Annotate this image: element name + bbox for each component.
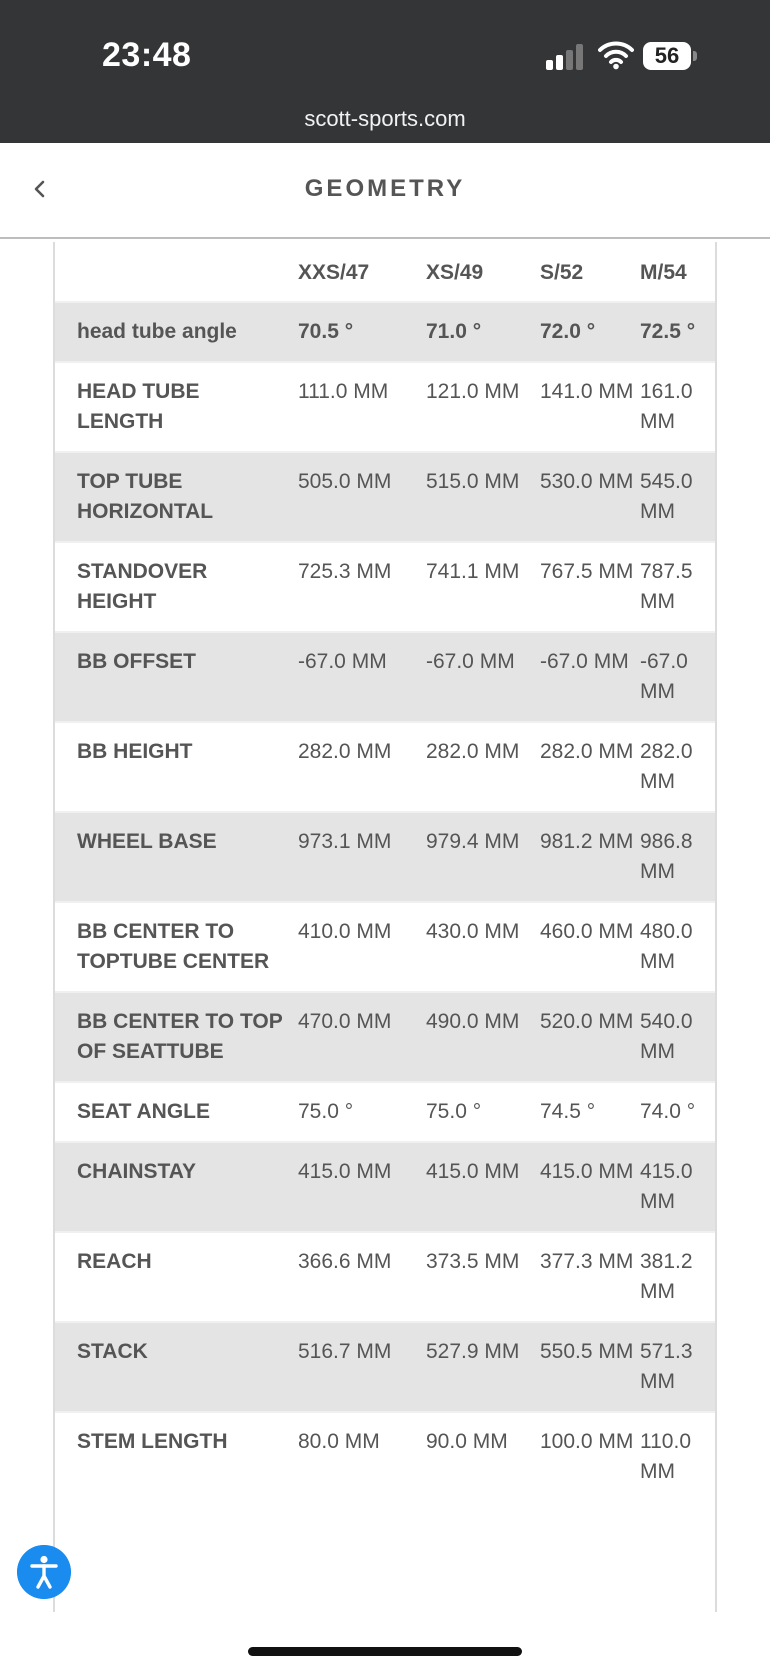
table-cell: 141.0 MM (540, 362, 640, 452)
table-cell: 490.0 MM (426, 992, 540, 1082)
table-cell: 282.0 MM (298, 722, 426, 812)
row-label: TOP TUBE HORIZONTAL (55, 452, 298, 542)
table-cell: -67.0 MM (540, 632, 640, 722)
table-cell: 373.5 MM (426, 1232, 540, 1322)
table-cell: 75.0 ° (426, 1082, 540, 1142)
row-label: STEM LENGTH (55, 1412, 298, 1501)
battery-level: 56 (643, 42, 691, 70)
table-cell: 121.0 MM (426, 362, 540, 452)
status-bar (0, 0, 770, 143)
url-label[interactable]: scott-sports.com (304, 106, 466, 131)
table-cell: 540.0 MM (640, 992, 715, 1082)
row-label: BB CENTER TO TOPTUBE CENTER (55, 902, 298, 992)
table-cell: 282.0 MM (640, 722, 715, 812)
table-cell: -67.0 MM (426, 632, 540, 722)
table-cell: 90.0 MM (426, 1412, 540, 1501)
row-label: SEAT ANGLE (55, 1082, 298, 1142)
table-cell: 111.0 MM (298, 362, 426, 452)
table-cell: 460.0 MM (540, 902, 640, 992)
table-cell: -67.0 MM (298, 632, 426, 722)
table-row (55, 542, 715, 632)
table-cell: 74.0 ° (640, 1082, 715, 1142)
row-label: REACH (55, 1232, 298, 1322)
table-row (55, 1322, 715, 1412)
table-cell: 571.3 MM (640, 1322, 715, 1412)
table-cell: 161.0 MM (640, 362, 715, 452)
column-header-size: S/52 (540, 242, 640, 302)
table-cell: 973.1 MM (298, 812, 426, 902)
column-header-size: XS/49 (426, 242, 540, 302)
table-cell: 986.8 MM (640, 812, 715, 902)
table-cell: 470.0 MM (298, 992, 426, 1082)
table-cell: 979.4 MM (426, 812, 540, 902)
column-header (55, 242, 298, 302)
table-row (55, 1412, 715, 1501)
page-title: GEOMETRY (304, 175, 466, 202)
status-time: 23:48 (102, 36, 192, 74)
table-cell: 75.0 ° (298, 1082, 426, 1142)
table-cell: 74.5 ° (540, 1082, 640, 1142)
table-cell: 530.0 MM (540, 452, 640, 542)
table-cell: 480.0 MM (640, 902, 715, 992)
row-label: BB HEIGHT (55, 722, 298, 812)
row-label: STACK (55, 1322, 298, 1412)
row-label: STANDOVER HEIGHT (55, 542, 298, 632)
table-row (55, 992, 715, 1082)
wifi-icon (598, 40, 634, 70)
table-cell: 100.0 MM (540, 1412, 640, 1501)
column-header-size: XXS/47 (298, 242, 426, 302)
row-label: WHEEL BASE (55, 812, 298, 902)
table-cell: 527.9 MM (426, 1322, 540, 1412)
table-cell: 981.2 MM (540, 812, 640, 902)
table-row (55, 452, 715, 542)
table-row (55, 1142, 715, 1232)
table-cell: 415.0 MM (540, 1142, 640, 1232)
table-cell: 415.0 MM (298, 1142, 426, 1232)
table-cell: 282.0 MM (540, 722, 640, 812)
geometry-table (55, 242, 715, 1501)
table-cell: 430.0 MM (426, 902, 540, 992)
table-cell: 505.0 MM (298, 452, 426, 542)
table-row (55, 302, 715, 362)
table-cell: 545.0 MM (640, 452, 715, 542)
table-cell: 377.3 MM (540, 1232, 640, 1322)
table-cell: 415.0 MM (426, 1142, 540, 1232)
table-cell: 515.0 MM (426, 452, 540, 542)
column-header-size: M/54 (640, 242, 715, 302)
table-cell: 70.5 ° (298, 302, 426, 362)
table-row (55, 632, 715, 722)
table-cell: 516.7 MM (298, 1322, 426, 1412)
cellular-signal-icon (546, 44, 584, 70)
table-cell: -67.0 MM (640, 632, 715, 722)
row-label: BB CENTER TO TOP OF SEATTUBE (55, 992, 298, 1082)
geometry-table-container[interactable] (53, 242, 717, 1612)
table-cell: 72.0 ° (540, 302, 640, 362)
table-row (55, 1082, 715, 1142)
table-cell: 282.0 MM (426, 722, 540, 812)
table-cell: 725.3 MM (298, 542, 426, 632)
table-cell: 767.5 MM (540, 542, 640, 632)
table-cell: 80.0 MM (298, 1412, 426, 1501)
table-cell: 72.5 ° (640, 302, 715, 362)
table-cell: 415.0 MM (640, 1142, 715, 1232)
table-cell: 410.0 MM (298, 902, 426, 992)
table-row (55, 1232, 715, 1322)
table-cell: 550.5 MM (540, 1322, 640, 1412)
table-row (55, 902, 715, 992)
row-label: CHAINSTAY (55, 1142, 298, 1232)
home-indicator[interactable] (248, 1647, 522, 1656)
table-row (55, 812, 715, 902)
page-header (0, 143, 770, 239)
row-label: BB OFFSET (55, 632, 298, 722)
table-cell: 381.2 MM (640, 1232, 715, 1322)
table-cell: 787.5 MM (640, 542, 715, 632)
table-cell: 520.0 MM (540, 992, 640, 1082)
table-cell: 366.6 MM (298, 1232, 426, 1322)
table-cell: 741.1 MM (426, 542, 540, 632)
table-cell: 110.0 MM (640, 1412, 715, 1501)
table-row (55, 362, 715, 452)
accessibility-icon[interactable] (17, 1545, 71, 1599)
row-label: head tube angle (55, 302, 298, 362)
battery-icon (643, 42, 697, 70)
table-row (55, 722, 715, 812)
row-label: HEAD TUBE LENGTH (55, 362, 298, 452)
table-header-row (55, 242, 715, 302)
table-cell: 71.0 ° (426, 302, 540, 362)
